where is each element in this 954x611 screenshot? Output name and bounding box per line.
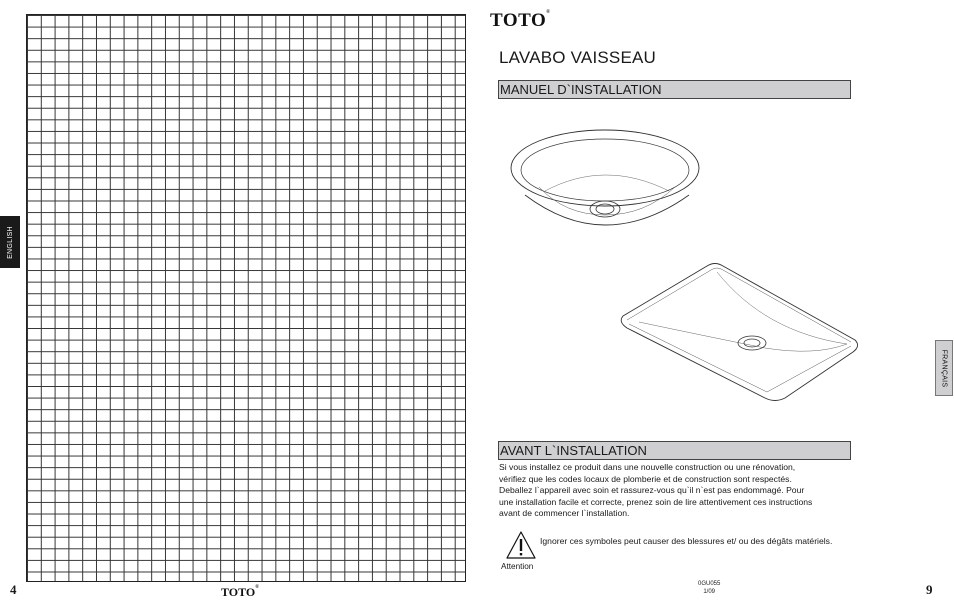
document-code: 0GU055 1/09 <box>698 581 721 595</box>
body-line: Si vous installez ce produit dans une nouvelle construction ou une rénovation, <box>499 462 796 472</box>
body-line: avant de commencer l`installation. <box>499 508 630 519</box>
page-number-left: 4 <box>10 582 17 597</box>
before-install-paragraph <box>499 462 871 520</box>
brand-logo-header: TOTO® <box>490 10 551 31</box>
round-vessel-sink-illustration <box>505 125 705 235</box>
body-line: Deballez l`appareil avec soin et rassurez-vous qu`il n`est pas endommagé. Pour <box>499 485 805 496</box>
notes-grid <box>26 14 466 582</box>
language-tab-french: FRANÇAIS <box>935 340 953 396</box>
warning-triangle-icon <box>505 530 537 560</box>
body-line: vérifiez que les codes locaux de plomberie et de construction sont respectés. <box>499 473 792 484</box>
body-line: une installation facile et correcte, prenez soin de lire attentivement ces instructions <box>499 496 813 507</box>
rectangular-vessel-sink-illustration <box>615 258 865 408</box>
warning-label: Attention <box>501 562 534 571</box>
language-tab-english: ENGLISH <box>0 216 20 268</box>
brand-logo-footer: TOTO® <box>221 585 259 599</box>
section-heading-manual: MANUEL D`INSTALLATION <box>498 80 851 99</box>
page-title: LAVABO VAISSEAU <box>499 48 657 67</box>
section-heading-before-install: AVANT L`INSTALLATION <box>498 441 851 460</box>
page-number-right: 9 <box>926 582 933 597</box>
warning-text: Ignorer ces symboles peut causer des blessures et/ ou des dégâts matériels. <box>540 536 833 546</box>
